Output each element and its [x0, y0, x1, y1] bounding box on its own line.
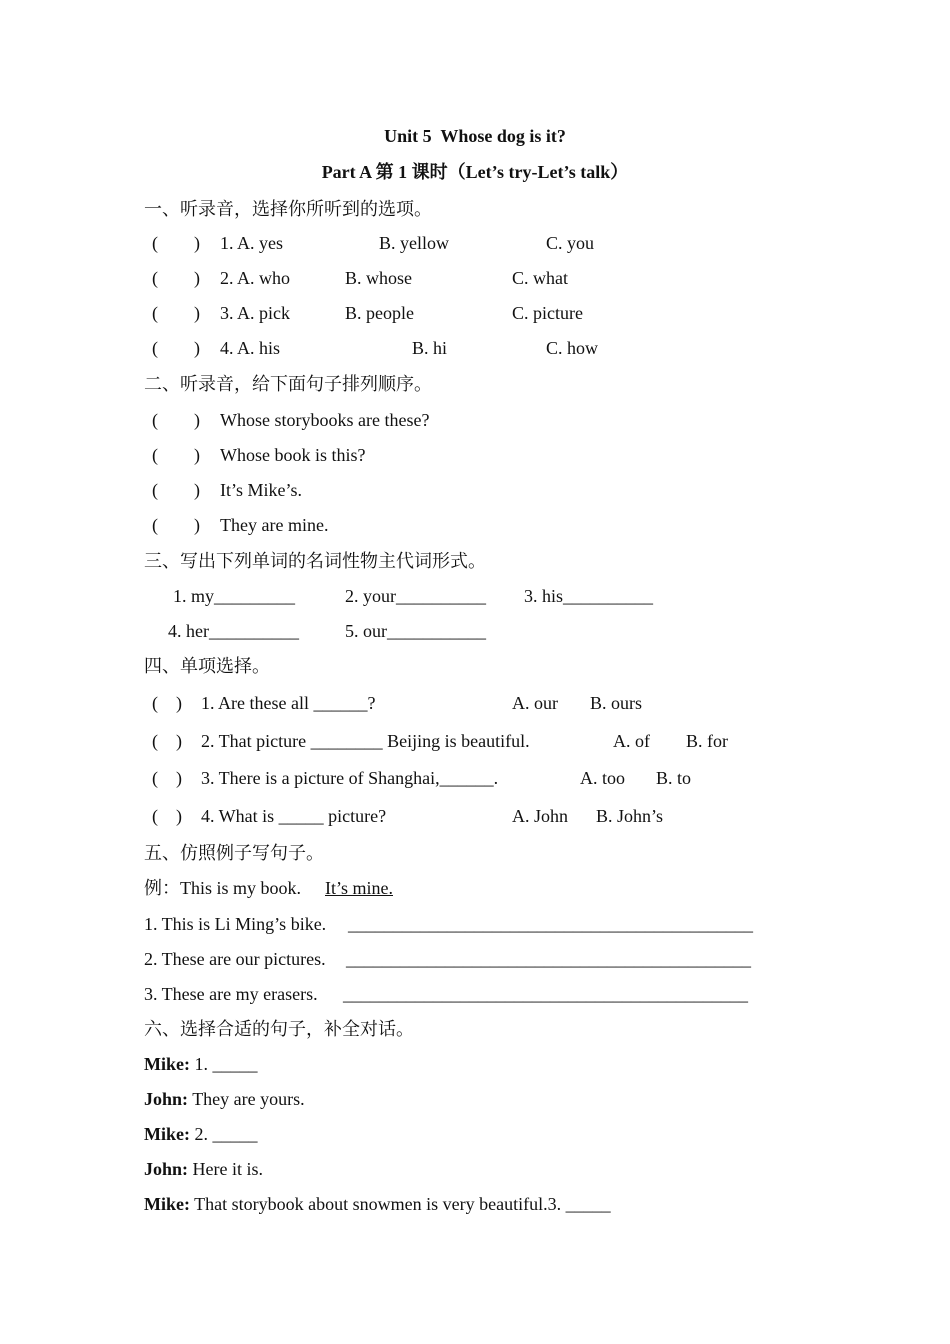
document-title: Unit 5 Whose dog is it? [384, 126, 566, 146]
section-6-heading: 六、选择合适的句子，补全对话。 [144, 1019, 414, 1039]
choice-question: 4. What is _____ picture? [201, 806, 387, 826]
sentence-text: Whose storybooks are these? [220, 410, 430, 430]
speaker-label: Mike: [144, 1194, 190, 1214]
speaker-label: Mike: [144, 1124, 190, 1144]
rewrite-answer-blank[interactable]: _____________________________________________ [343, 984, 748, 1004]
document-subtitle: Part A 第 1 课时（Let’s try-Let’s talk） [321, 162, 629, 182]
choice-option-a: A. John [512, 806, 569, 826]
section-2-heading: 二、听录音，给下面句子排列顺序。 [144, 374, 432, 394]
answer-paren[interactable]: ( ) [152, 515, 200, 535]
question-option-b: B. hi [412, 338, 448, 358]
section-5-heading: 五、仿照例子写句子。 [144, 843, 324, 863]
question-option-a: 2. A. who [220, 268, 291, 288]
answer-paren[interactable]: ( ) [152, 410, 200, 430]
question-option-a: 3. A. pick [220, 303, 290, 323]
choice-option-b: B. ours [590, 693, 643, 713]
question-option-c: C. you [546, 233, 595, 253]
dialogue-text: Here it is. [188, 1159, 263, 1179]
dialogue-text[interactable]: 2. _____ [189, 1124, 258, 1144]
question-option-b: B. yellow [379, 233, 449, 253]
sentence-text: Whose book is this? [220, 445, 366, 465]
speaker-label: John: [144, 1089, 189, 1109]
question-option-b: B. whose [345, 268, 412, 288]
word-blank-my[interactable]: 1. my_________ [173, 586, 296, 606]
section-1-heading: 一、听录音，选择你所听到的选项。 [144, 199, 432, 219]
answer-paren[interactable]: ( ) [152, 445, 200, 465]
word-blank-our[interactable]: 5. our___________ [345, 621, 486, 641]
answer-paren[interactable]: ( ) [152, 303, 200, 323]
question-option-a: 4. A. his [220, 338, 281, 358]
answer-paren[interactable]: ( ) [152, 268, 200, 288]
question-option-c: C. picture [512, 303, 583, 323]
question-option-a: 1. A. yes [220, 233, 283, 253]
speaker-label: Mike: [144, 1054, 190, 1074]
answer-paren[interactable]: ( ) [152, 693, 182, 713]
choice-option-a: A. of [613, 731, 650, 751]
answer-paren[interactable]: ( ) [152, 480, 200, 500]
dialogue-text[interactable]: That storybook about snowmen is very beautiful.3. _____ [189, 1194, 611, 1214]
sentence-text: It’s Mike’s. [220, 480, 303, 500]
question-option-c: C. what [512, 268, 568, 288]
question-option-b: B. people [345, 303, 414, 323]
answer-paren[interactable]: ( ) [152, 731, 182, 751]
dialogue-text[interactable]: 1. _____ [189, 1054, 258, 1074]
example-sentence: 例：This is my book. [144, 878, 302, 898]
choice-question: 2. That picture ________ Beijing is beautiful. [201, 731, 530, 751]
rewrite-question: 3. These are my erasers. [144, 984, 318, 1004]
answer-paren[interactable]: ( ) [152, 806, 182, 826]
dialogue-line [144, 1193, 611, 1215]
example-answer: It’s mine. [325, 878, 393, 898]
word-blank-your[interactable]: 2. your__________ [345, 586, 486, 606]
word-blank-her[interactable]: 4. her__________ [168, 621, 299, 641]
rewrite-answer-blank[interactable]: _____________________________________________ [348, 914, 753, 934]
choice-option-b: B. John’s [596, 806, 664, 826]
answer-paren[interactable]: ( ) [152, 768, 182, 788]
speaker-label: John: [144, 1159, 189, 1179]
dialogue-text: They are yours. [188, 1089, 305, 1109]
choice-option-b: B. for [686, 731, 728, 751]
rewrite-question: 2. These are our pictures. [144, 949, 326, 969]
choice-question: 3. There is a picture of Shanghai,______. [201, 768, 499, 788]
choice-option-b: B. to [656, 768, 692, 788]
answer-paren[interactable]: ( ) [152, 233, 200, 253]
dialogue-line [144, 1088, 305, 1110]
dialogue-line [144, 1123, 257, 1145]
choice-option-a: A. too [580, 768, 625, 788]
sentence-text: They are mine. [220, 515, 329, 535]
word-blank-his[interactable]: 3. his__________ [524, 586, 654, 606]
choice-question: 1. Are these all ______? [201, 693, 376, 713]
choice-option-a: A. our [512, 693, 558, 713]
question-option-c: C. how [546, 338, 599, 358]
section-4-heading: 四、单项选择。 [144, 656, 270, 676]
dialogue-line [144, 1158, 263, 1180]
rewrite-answer-blank[interactable]: _____________________________________________ [346, 949, 751, 969]
section-3-heading: 三、写出下列单词的名词性物主代词形式。 [144, 551, 486, 571]
answer-paren[interactable]: ( ) [152, 338, 200, 358]
dialogue-line [144, 1053, 257, 1075]
rewrite-question: 1. This is Li Ming’s bike. [144, 914, 327, 934]
